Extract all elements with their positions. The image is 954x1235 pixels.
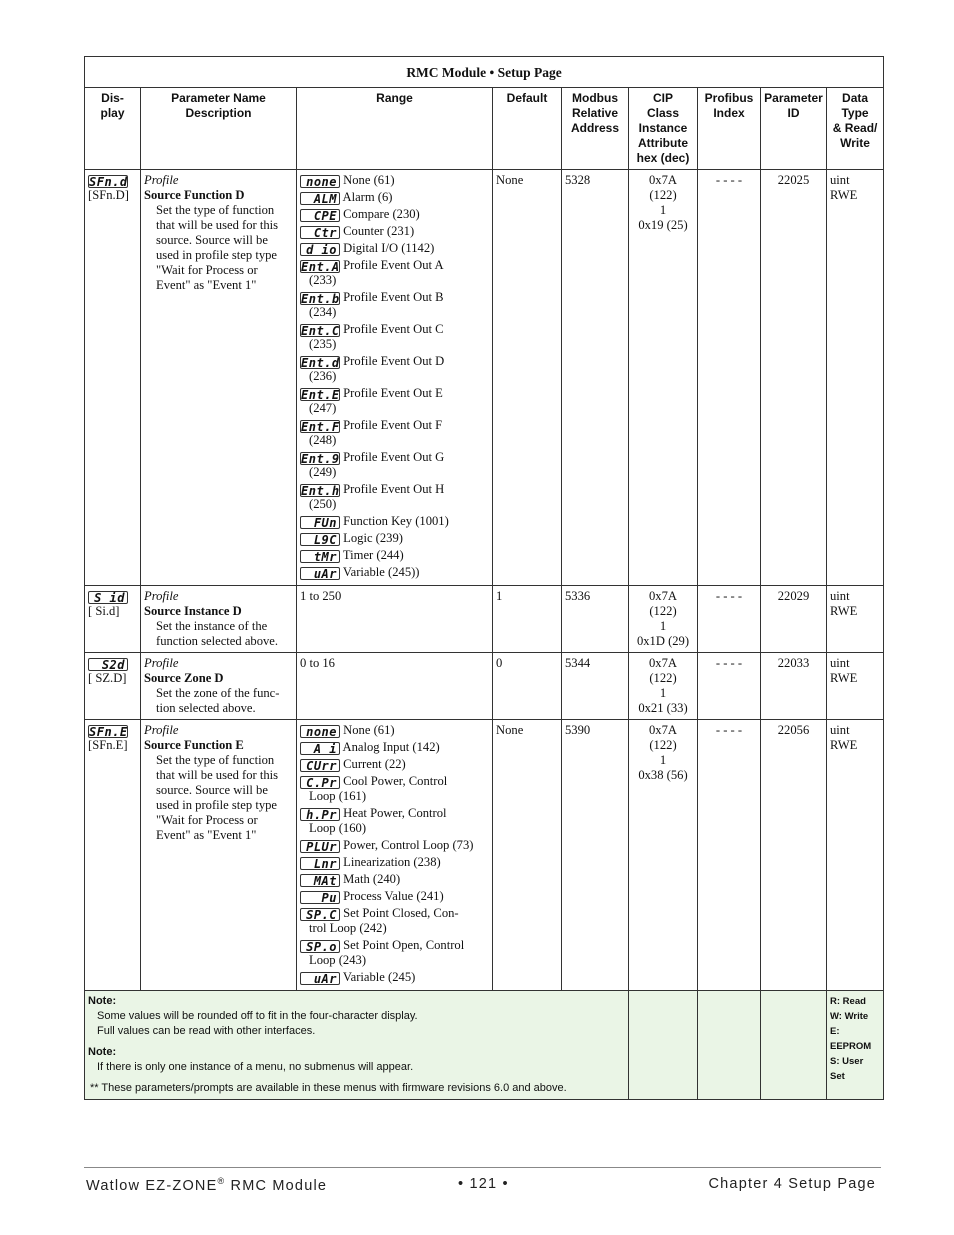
display-cell: [85, 170, 141, 586]
profibus-cell: - - - -: [698, 586, 761, 653]
legend-key: E:: [830, 1026, 840, 1037]
range-option-text: None (61): [343, 723, 395, 737]
range-option: [300, 872, 489, 887]
profibus-cell: - - - -: [698, 653, 761, 720]
data-type-line: RWE: [830, 738, 858, 752]
note-line: Full values can be read with other interfaces.: [97, 1025, 316, 1037]
note-label: Note:: [88, 1046, 117, 1058]
range-text: 1 to 250: [300, 589, 342, 603]
range-option: [300, 241, 489, 256]
range-option-text-cont: trol Loop (242): [309, 921, 387, 935]
data-type-line: uint: [830, 656, 850, 670]
lcd-code: SFn.E: [89, 725, 128, 739]
cip-line: 0x7A: [649, 589, 677, 603]
range-option-text: Profile Event Out B: [343, 290, 444, 304]
profibus-cell: - - - -: [698, 720, 761, 991]
modbus-cell: 5390: [562, 720, 629, 991]
cip-line: 0x38 (56): [638, 768, 688, 782]
parameter-description: Set the type of function that will be used for this source. Source will be used in profile step type "Wait for Process or Event" as "Event 1": [156, 203, 279, 292]
range-option-text: Process Value (241): [343, 889, 444, 903]
access-legend: [827, 991, 884, 1100]
range-option: [300, 224, 489, 239]
range-option-text: Profile Event Out A: [343, 258, 444, 272]
parameter-name: Source Function E: [144, 738, 244, 752]
range-option-text: Alarm (6): [342, 190, 393, 204]
range-option: [300, 482, 489, 512]
header-default: Default: [493, 88, 562, 170]
range-option: [300, 354, 489, 384]
lcd-code: Ent.C: [301, 324, 340, 338]
legend-value: Write: [844, 1011, 869, 1022]
default-cell: 1: [493, 586, 562, 653]
profibus-cell: - - - -: [698, 170, 761, 586]
data-type-cell: [827, 586, 884, 653]
range-option: [300, 855, 489, 870]
range-option-text: Cool Power, Control: [343, 774, 448, 788]
note-label: Note:: [88, 995, 117, 1007]
parameter-id-cell: 22056: [761, 720, 827, 991]
parameter-description: Set the zone of the func-tion selected above.: [156, 686, 280, 715]
display-label: [SFn.E]: [88, 738, 128, 752]
notes-blank: [629, 991, 698, 1100]
default-cell: None: [493, 720, 562, 991]
legend-key: S:: [830, 1056, 840, 1067]
range-option: [300, 418, 489, 448]
table-row: [85, 720, 884, 991]
category: Profile: [144, 589, 179, 603]
lcd-code: tMr: [300, 550, 340, 563]
range-option: [300, 190, 489, 205]
range-option: [300, 889, 489, 904]
range-option: [300, 514, 489, 529]
range-option-text-cont: (234): [309, 305, 337, 319]
data-type-cell: [827, 720, 884, 991]
notes-blank: [761, 991, 827, 1100]
lcd-code: Ent.d: [301, 356, 340, 370]
range-option-text-cont: (250): [309, 497, 337, 511]
table-row: [85, 586, 884, 653]
range-option: [300, 290, 489, 320]
lcd-code: CUrr: [300, 759, 340, 772]
range-option-text: Logic (239): [343, 531, 403, 545]
lcd-code: S2d: [88, 658, 128, 671]
range-option-text: Timer (244): [342, 548, 404, 562]
modbus-cell: 5344: [562, 653, 629, 720]
range-option-text: None (61): [343, 173, 395, 187]
footer-brand: Watlow EZ-ZONE: [86, 1177, 218, 1194]
range-option-text-cont: (248): [309, 433, 337, 447]
cip-line: 0x1D (29): [636, 634, 690, 648]
lcd-code: SP.C: [300, 908, 340, 921]
data-type-line: uint: [830, 723, 850, 737]
parameter-description: Set the instance of the function selected above.: [156, 619, 279, 648]
range-option: [300, 531, 489, 546]
data-type-line: RWE: [830, 188, 858, 202]
legend-key: W:: [830, 1011, 842, 1022]
footer-chapter: Chapter 4 Setup Page: [708, 1176, 876, 1192]
table-row: [85, 170, 884, 586]
range-cell: [297, 170, 493, 586]
lcd-code: ALM: [300, 192, 340, 205]
lcd-code: Ent.E: [301, 388, 340, 402]
range-option: [300, 723, 489, 738]
range-option-text-cont: (236): [309, 369, 337, 383]
data-type-cell: [827, 653, 884, 720]
lcd-code: uAr: [300, 972, 340, 985]
range-option-text-cont: Loop (243): [309, 953, 367, 967]
footer-product: [86, 1176, 327, 1194]
parameter-description: Set the type of function that will be used for this source. Source will be used in profile step type "Wait for Process or Event" as "Event 1": [156, 753, 279, 842]
lcd-code: S id: [88, 591, 128, 604]
range-option-text: Heat Power, Control: [343, 806, 447, 820]
range-option-text: Current (22): [343, 757, 406, 771]
lcd-code: d io: [300, 243, 340, 256]
lcd-code: Ctr: [300, 226, 340, 239]
modbus-cell: 5328: [562, 170, 629, 586]
footer-module: RMC Module: [225, 1177, 328, 1194]
header-modbus: Modbus Relative Address: [562, 88, 629, 170]
parameter-cell: [141, 720, 297, 991]
lcd-code: Ent.b: [301, 292, 340, 306]
range-option-text: Set Point Closed, Con-: [343, 906, 459, 920]
range-option-text: Linearization (238): [343, 855, 441, 869]
display-cell: [85, 586, 141, 653]
cip-line: (122): [649, 188, 677, 202]
range-option-text: Set Point Open, Control: [343, 938, 465, 952]
lcd-code: FUn: [300, 516, 340, 529]
default-cell: 0: [493, 653, 562, 720]
data-type-line: uint: [830, 173, 850, 187]
header-profibus: Profibus Index: [698, 88, 761, 170]
lcd-code: C.Pr: [300, 776, 340, 789]
header-row: [85, 88, 884, 170]
header-range: Range: [297, 88, 493, 170]
cip-cell: [629, 586, 698, 653]
cip-line: (122): [649, 604, 677, 618]
range-option-text-cont: (233): [309, 273, 337, 287]
lcd-code: SFn.d: [89, 175, 128, 189]
range-option-text: Math (240): [343, 872, 401, 886]
range-cell: [297, 586, 493, 653]
range-option: [300, 740, 489, 755]
range-option: [300, 806, 489, 836]
range-option-text: Profile Event Out D: [343, 354, 445, 368]
lcd-code: L9C: [300, 533, 340, 546]
legend-key: R:: [830, 996, 841, 1007]
lcd-code: Ent.A: [301, 260, 340, 274]
range-option: [300, 774, 489, 804]
range-option-text: Variable (245): [342, 970, 416, 984]
parameter-cell: [141, 586, 297, 653]
parameter-id-cell: 22029: [761, 586, 827, 653]
range-option-text: Profile Event Out G: [343, 450, 445, 464]
note-line: If there is only one instance of a menu, no submenus will appear.: [97, 1061, 414, 1073]
cip-line: 1: [659, 619, 667, 633]
data-type-line: RWE: [830, 604, 858, 618]
legend-item: [830, 1009, 880, 1024]
table-title: RMC Module • Setup Page: [85, 57, 884, 88]
legend-item: [830, 1024, 880, 1054]
range-option: [300, 548, 489, 563]
range-option-text-cont: Loop (160): [309, 821, 367, 835]
lcd-code: MAt: [300, 874, 340, 887]
parameter-name: Source Instance D: [144, 604, 242, 618]
page-number: • 121 •: [458, 1176, 509, 1192]
range-text: 0 to 16: [300, 656, 335, 670]
legend-value: User Set: [830, 1056, 864, 1082]
parameter-id-cell: 22033: [761, 653, 827, 720]
data-type-cell: [827, 170, 884, 586]
default-cell: None: [493, 170, 562, 586]
note-line: Some values will be rounded off to fit in the four-character display.: [97, 1010, 418, 1022]
registered-mark: ®: [217, 1176, 226, 1186]
setup-page-table: [84, 56, 884, 1100]
lcd-code: SP.o: [300, 940, 340, 953]
header-data-type: Data Type & Read/ Write: [827, 88, 884, 170]
range-option: [300, 757, 489, 772]
cip-line: 1: [659, 753, 667, 767]
firmware-note: ** These parameters/prompts are available in these menus with firmware revisions 6.0 and above.: [90, 1082, 567, 1094]
cip-line: 1: [659, 203, 667, 217]
range-option-text: Power, Control Loop (73): [343, 838, 474, 852]
cip-cell: [629, 653, 698, 720]
range-option-text: Function Key (1001): [343, 514, 449, 528]
legend-value: Read: [842, 996, 866, 1007]
parameter-name: Source Zone D: [144, 671, 224, 685]
cip-line: 0x21 (33): [638, 701, 688, 715]
parameter-id-cell: 22025: [761, 170, 827, 586]
range-option-text-cont: (247): [309, 401, 337, 415]
header-cip: CIP Class Instance Attribute hex (dec): [629, 88, 698, 170]
range-option: [300, 906, 489, 936]
display-cell: [85, 653, 141, 720]
notes-blank: [698, 991, 761, 1100]
modbus-cell: 5336: [562, 586, 629, 653]
legend-value: EEPROM: [830, 1041, 872, 1052]
parameter-cell: [141, 170, 297, 586]
notes-cell: [85, 991, 629, 1100]
range-option: [300, 322, 489, 352]
table-row: [85, 653, 884, 720]
lcd-code: none: [300, 175, 340, 188]
header-parameter-id: Parameter ID: [761, 88, 827, 170]
range-option-text-cont: (249): [309, 465, 337, 479]
lcd-code: Lnr: [300, 857, 340, 870]
lcd-code: CPE: [300, 209, 340, 222]
range-option-text-cont: Loop (161): [309, 789, 367, 803]
cip-line: 1: [659, 686, 667, 700]
range-option: [300, 173, 489, 188]
setup-page-table-container: [84, 56, 883, 1100]
data-type-line: uint: [830, 589, 850, 603]
cip-line: 0x7A: [649, 173, 677, 187]
cip-line: 0x19 (25): [638, 218, 688, 232]
lcd-code: Ent.9: [301, 452, 340, 466]
cip-line: (122): [649, 671, 677, 685]
range-option: [300, 207, 489, 222]
cip-line: 0x7A: [649, 723, 677, 737]
lcd-code: uAr: [300, 567, 340, 580]
cip-cell: [629, 720, 698, 991]
parameter-cell: [141, 653, 297, 720]
display-label: [ SZ.D]: [88, 671, 127, 685]
range-option-text: Compare (230): [343, 207, 420, 221]
range-cell: [297, 720, 493, 991]
display-cell: [85, 720, 141, 991]
range-option-text: Profile Event Out F: [343, 418, 443, 432]
category: Profile: [144, 173, 179, 187]
lcd-code: none: [300, 725, 340, 738]
range-cell: [297, 653, 493, 720]
header-display: Dis- play: [85, 88, 141, 170]
range-option-text: Profile Event Out H: [343, 482, 445, 496]
range-option-text: Digital I/O (1142): [343, 241, 435, 255]
range-option: [300, 565, 489, 580]
range-option-text: Profile Event Out C: [343, 322, 444, 336]
range-option: [300, 838, 489, 853]
lcd-code: A i: [300, 742, 340, 755]
data-type-line: RWE: [830, 671, 858, 685]
range-option: [300, 938, 489, 968]
legend-item: [830, 1054, 880, 1084]
header-parameter-name: Parameter Name Description: [141, 88, 297, 170]
range-option: [300, 450, 489, 480]
footer-rule: [84, 1167, 881, 1168]
cip-cell: [629, 170, 698, 586]
range-option-text: Counter (231): [343, 224, 415, 238]
legend-item: [830, 994, 880, 1009]
lcd-code: PLUr: [300, 840, 340, 853]
display-label: [ Si.d]: [88, 604, 120, 618]
range-option: [300, 970, 489, 985]
range-option-text-cont: (235): [309, 337, 337, 351]
category: Profile: [144, 723, 179, 737]
parameter-name: Source Function D: [144, 188, 245, 202]
display-label: [SFn.D]: [88, 188, 129, 202]
lcd-code: Ent.F: [301, 420, 340, 434]
range-option-text: Variable (245)): [342, 565, 420, 579]
range-option: [300, 258, 489, 288]
cip-line: (122): [649, 738, 677, 752]
lcd-code: Ent.h: [301, 484, 340, 498]
lcd-code: h.Pr: [300, 808, 340, 821]
category: Profile: [144, 656, 179, 670]
cip-line: 0x7A: [649, 656, 677, 670]
range-option-text: Profile Event Out E: [343, 386, 443, 400]
range-option-text: Analog Input (142): [342, 740, 440, 754]
lcd-code: Pu: [300, 891, 340, 904]
range-option: [300, 386, 489, 416]
